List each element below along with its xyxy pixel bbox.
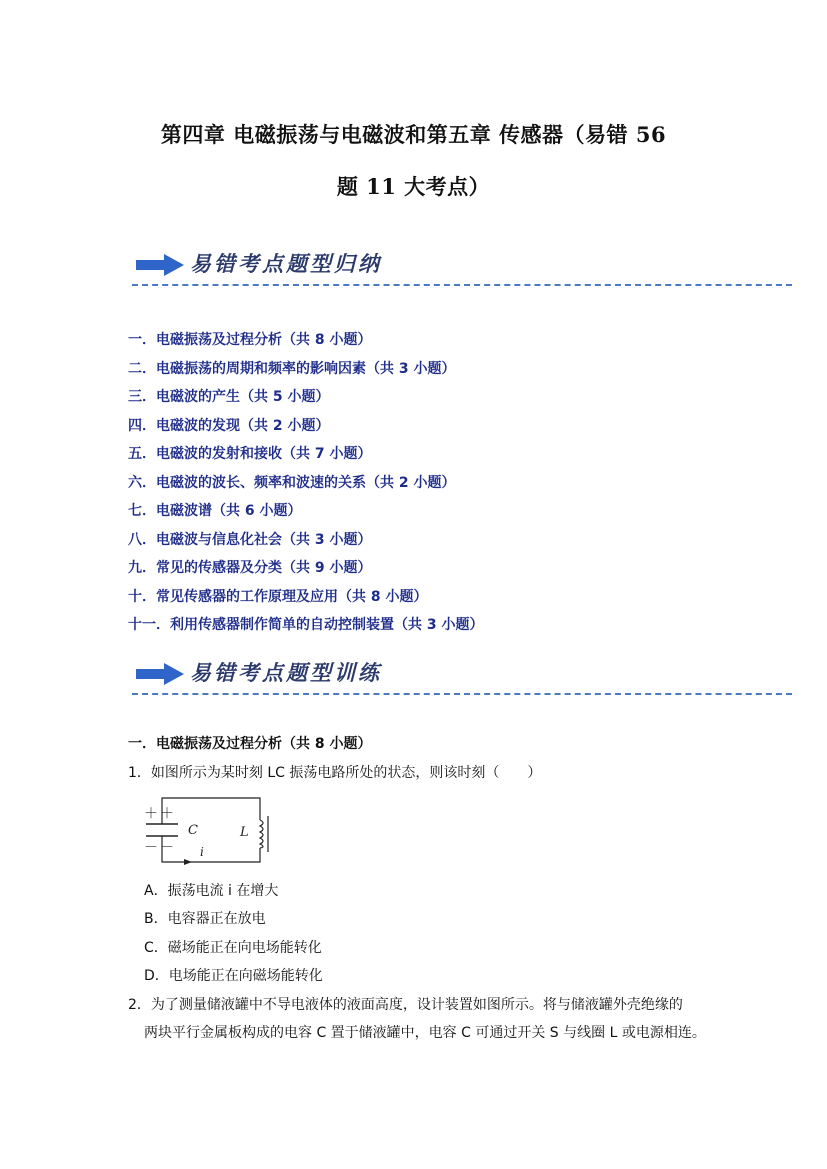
topic-item: 九．常见的传感器及分类（共 9 小题） xyxy=(128,560,372,576)
banner-dashed-rule xyxy=(132,284,792,286)
topic-item: 二．电磁振荡的周期和频率的影响因素（共 3 小题） xyxy=(128,360,456,377)
banner-arrow-icon xyxy=(136,254,184,276)
option-c: C．磁场能正在向电场能转化 xyxy=(144,940,322,956)
topic-item: 五．电磁波的发射和接收（共 7 小题） xyxy=(128,446,372,462)
option-d: D．电场能正在向磁场能转化 xyxy=(144,968,323,984)
topic-item: 四．电磁波的发现（共 2 小题） xyxy=(128,417,330,434)
topic-item: 十一．利用传感器制作简单的自动控制装置（共 3 小题） xyxy=(128,617,484,633)
document-title-line1: 第四章 电磁振荡与电磁波和第五章 传感器（易错 56 xyxy=(160,122,667,147)
minus-label: － xyxy=(144,840,158,856)
plus-label: ＋ xyxy=(160,806,174,822)
banner-title: 易错考点题型训练 xyxy=(190,660,382,685)
question-2-line2: 两块平行金属板构成的电容 C 置于储液罐中，电容 C 可通过开关 S 与线圈 L 或电源相连。 xyxy=(144,1025,706,1041)
topic-item: 一．电磁振荡及过程分析（共 8 小题） xyxy=(128,332,372,348)
option-b: B．电容器正在放电 xyxy=(144,911,266,927)
minus-label: － xyxy=(160,840,174,856)
topic-item: 六．电磁波的波长、频率和波速的关系（共 2 小题） xyxy=(128,474,456,491)
topic-list xyxy=(128,330,484,644)
document-title-line2: 题 11 大考点） xyxy=(336,174,491,199)
banner-title: 易错考点题型归纳 xyxy=(190,251,382,276)
question-2-line1: 2．为了测量储液罐中不导电液体的液面高度，设计装置如图所示。将与储液罐外壳绝缘的 xyxy=(128,997,683,1013)
lc-circuit-diagram xyxy=(140,790,280,870)
banner-dashed-rule xyxy=(132,693,792,695)
topic-item: 八．电磁波与信息化社会（共 3 小题） xyxy=(128,531,372,548)
question-1-stem: 1．如图所示为某时刻 LC 振荡电路所处的状态，则该时刻（ ） xyxy=(128,765,542,781)
section-banner-summary xyxy=(132,246,792,286)
section-heading: 一．电磁振荡及过程分析（共 8 小题） xyxy=(128,736,372,752)
current-label: i xyxy=(200,845,204,859)
plus-label: ＋ xyxy=(144,806,158,822)
capacitor-label: C xyxy=(188,823,198,838)
option-a: A．振荡电流 i 在增大 xyxy=(144,883,279,899)
banner-arrow-icon xyxy=(136,663,184,685)
inductor-label: L xyxy=(240,825,249,840)
section-banner-practice xyxy=(132,655,792,695)
topic-item: 七．电磁波谱（共 6 小题） xyxy=(128,503,302,519)
topic-item: 三．电磁波的产生（共 5 小题） xyxy=(128,389,330,405)
topic-item: 十．常见传感器的工作原理及应用（共 8 小题） xyxy=(128,588,428,605)
